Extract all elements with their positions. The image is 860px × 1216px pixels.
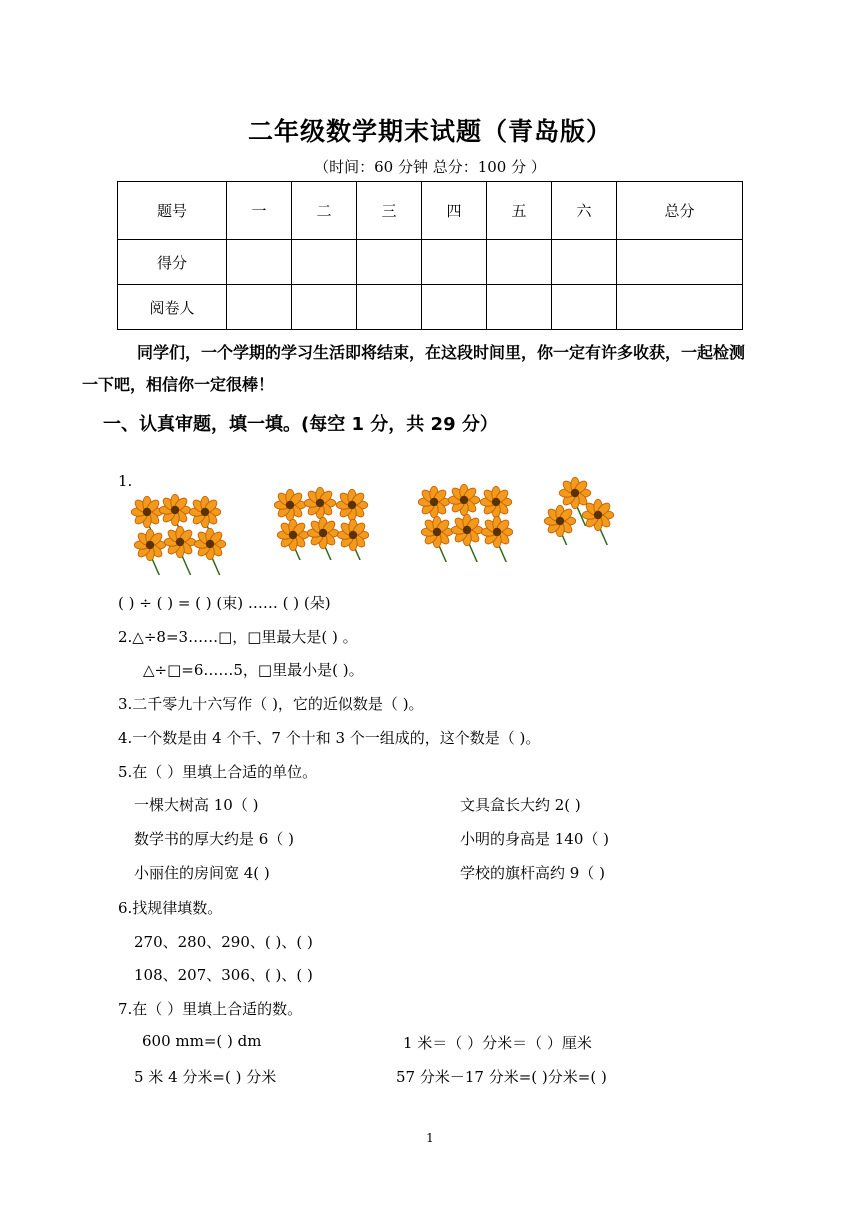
score-cell[interactable]: [617, 240, 743, 285]
score-table-header-cell: 五: [487, 182, 552, 240]
flower-icon: [337, 519, 369, 560]
exam-subtitle: （时间：60 分钟 总分：100 分 ）: [314, 158, 546, 176]
flower-icon: [307, 517, 339, 560]
grader-cell[interactable]: [617, 285, 743, 330]
score-table-header-row: [118, 182, 743, 240]
score-table-header-cell: 六: [552, 182, 617, 240]
flower-icon: [451, 514, 483, 562]
score-cell[interactable]: [422, 240, 487, 285]
question-7-item[interactable]: 1 米＝（ ）分米＝（ ）厘米: [403, 1034, 592, 1052]
question-5-item[interactable]: 一棵大树高 10（ ): [134, 796, 259, 814]
grader-cell[interactable]: [422, 285, 487, 330]
page-number: 1: [426, 1131, 434, 1145]
score-table-header-cell: 二: [292, 182, 357, 240]
flower-bunch-1: [125, 490, 235, 575]
flower-icon: [164, 526, 196, 575]
question-6: 6.找规律填数。: [118, 899, 223, 917]
score-cell[interactable]: [227, 240, 292, 285]
question-7: 7.在（ ）里填上合适的数。: [118, 1000, 303, 1018]
question-5-item[interactable]: 数学书的厚大约是 6（ ): [134, 830, 294, 848]
question-2a[interactable]: 2.△÷8=3……□，□里最大是( ) 。: [118, 628, 358, 646]
question-4[interactable]: 4.一个数是由 4 个千、7 个十和 3 个一组成的，这个数是（ )。: [118, 729, 541, 747]
flower-bunch-3: [412, 482, 522, 562]
grader-cell[interactable]: [227, 285, 292, 330]
question-1-number: 1.: [118, 472, 133, 490]
score-table-header-cell: 三: [357, 182, 422, 240]
grader-cell[interactable]: [357, 285, 422, 330]
question-3[interactable]: 3.二千零九十六写作（ )，它的近似数是（ )。: [118, 695, 424, 713]
grader-cell[interactable]: [487, 285, 552, 330]
question-5: 5.在（ ）里填上合适的单位。: [118, 763, 318, 781]
score-cell[interactable]: [487, 240, 552, 285]
score-table-header-cell: 四: [422, 182, 487, 240]
question-6a[interactable]: 270、280、290、( )、( ): [134, 933, 313, 951]
grader-cell[interactable]: [552, 285, 617, 330]
question-5-item[interactable]: 小丽住的房间宽 4( ): [134, 864, 270, 882]
score-table-header-cell: 一: [227, 182, 292, 240]
question-7-item[interactable]: 57 分米－17 分米=( )分米=( ): [396, 1068, 607, 1086]
page-title: 二年级数学期末试题（青岛版）: [247, 117, 612, 146]
score-table: [117, 181, 743, 330]
score-cell[interactable]: [292, 240, 357, 285]
flower-icon: [544, 505, 576, 545]
flower-bunch-4: [540, 475, 625, 545]
score-row-label: 阅卷人: [118, 285, 227, 330]
score-table-header-cell: 总分: [617, 182, 743, 240]
grader-cell[interactable]: [292, 285, 357, 330]
intro-line-1: 同学们，一个学期的学习生活即将结束，在这段时间里，你一定有许多收获，一起检测: [137, 343, 746, 362]
flower-icon: [277, 519, 309, 560]
question-1-answer-line[interactable]: ( ) ÷ ( ) = ( ) (束) …… ( ) (朵): [118, 594, 331, 612]
score-table-header-cell: 题号: [118, 182, 227, 240]
score-cell[interactable]: [552, 240, 617, 285]
flower-icon: [134, 529, 166, 575]
section-1-heading: 一、认真审题，填一填。(每空 1 分，共 29 分）: [103, 414, 498, 435]
flower-bunch-2: [268, 485, 378, 560]
question-2b[interactable]: △÷□=6……5，□里最小是( )。: [143, 661, 364, 679]
score-cell[interactable]: [357, 240, 422, 285]
question-7-item[interactable]: 600 mm=( ) dm: [142, 1032, 262, 1050]
intro-line-2: 一下吧，相信你一定很棒！: [82, 375, 275, 394]
question-7-item[interactable]: 5 米 4 分米=( ) 分米: [134, 1068, 277, 1086]
score-table-row: [118, 240, 743, 285]
flower-icon: [481, 516, 513, 562]
flower-icon: [194, 528, 226, 575]
question-5-item[interactable]: 小明的身高是 140（ ): [460, 830, 610, 848]
score-table-row: [118, 285, 743, 330]
question-5-item[interactable]: 文具盒长大约 2( ): [460, 796, 581, 814]
flower-icon: [421, 516, 453, 562]
flower-icon: [582, 499, 614, 545]
question-6b[interactable]: 108、207、306、( )、( ): [134, 966, 313, 984]
score-row-label: 得分: [118, 240, 227, 285]
question-5-item[interactable]: 学校的旗杆高约 9（ ): [460, 864, 605, 882]
